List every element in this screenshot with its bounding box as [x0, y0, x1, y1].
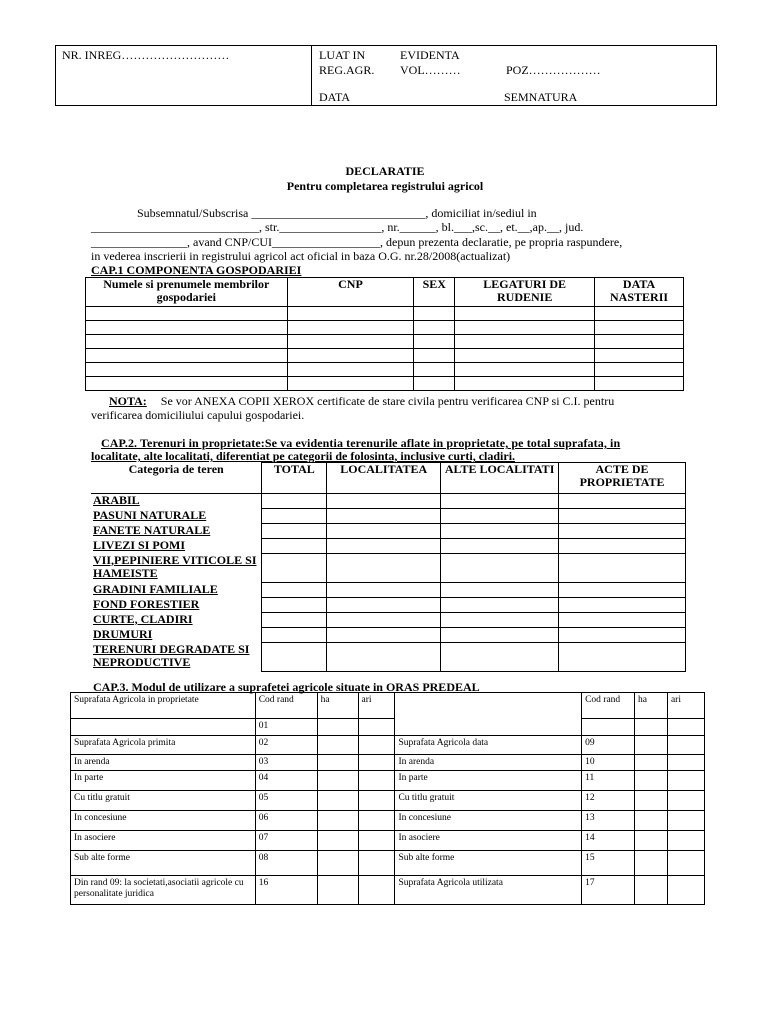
ha-cell[interactable]	[317, 831, 358, 851]
vol-field: VOL………	[400, 63, 461, 77]
ari-cell[interactable]	[667, 851, 704, 876]
agricultural-usage-table	[70, 692, 705, 905]
rudenie-cell[interactable]	[455, 321, 595, 335]
ari-header-left: ari	[358, 693, 395, 719]
acte-cell[interactable]	[559, 583, 686, 598]
ari-cell[interactable]	[358, 771, 395, 791]
alte-localitati-cell[interactable]	[441, 643, 559, 672]
ari-cell[interactable]	[358, 831, 395, 851]
ari-cell[interactable]	[667, 771, 704, 791]
cap2-title-line-1: CAP.2. Terenuri in proprietate:Se va evidentia terenurile aflate in proprietate, pe total suprafata, in	[101, 436, 621, 450]
name-cell[interactable]	[86, 349, 288, 363]
total-cell[interactable]	[262, 554, 327, 583]
left-label: In asociere	[71, 831, 256, 851]
acte-cell[interactable]	[559, 524, 686, 539]
ha-cell[interactable]	[635, 851, 668, 876]
cnp-cell[interactable]	[287, 377, 414, 391]
right-label: In parte	[395, 771, 582, 791]
total-cell[interactable]	[262, 613, 327, 628]
ha-cell[interactable]	[635, 811, 668, 831]
ari-cell[interactable]	[667, 791, 704, 811]
ari-cell[interactable]	[358, 791, 395, 811]
nota-line-1	[91, 394, 614, 409]
alte-localitati-cell[interactable]	[441, 598, 559, 613]
table-row	[86, 321, 684, 335]
ha-cell[interactable]	[317, 811, 358, 831]
rudenie-cell[interactable]	[455, 363, 595, 377]
acte-cell[interactable]	[559, 643, 686, 672]
intro-line-1: Subsemnatul/Subscrisa _____________________________, domiciliat in/sediul in	[137, 206, 537, 220]
ha-cell[interactable]	[635, 831, 668, 851]
col-header-cnp: CNP	[287, 278, 414, 307]
localitatea-cell[interactable]	[327, 554, 441, 583]
right-code: 14	[582, 831, 635, 851]
ari-cell[interactable]	[358, 811, 395, 831]
ha-cell[interactable]	[317, 851, 358, 876]
total-cell[interactable]	[262, 643, 327, 672]
left-code: 03	[255, 755, 317, 771]
acte-cell[interactable]	[559, 628, 686, 643]
total-cell[interactable]	[262, 583, 327, 598]
table-row	[71, 736, 705, 755]
land-category-label: FOND FORESTIER	[91, 598, 262, 613]
sex-cell[interactable]	[414, 307, 455, 321]
acte-cell[interactable]	[559, 598, 686, 613]
name-cell[interactable]	[86, 363, 288, 377]
document-title: DECLARATIE	[345, 164, 425, 178]
cod-rand-header-left: Cod rand	[255, 693, 317, 719]
data-label: DATA	[319, 90, 351, 104]
left-label: In arenda	[71, 755, 256, 771]
table-row	[86, 363, 684, 377]
ari-cell[interactable]	[358, 851, 395, 876]
right-label: In asociere	[395, 831, 582, 851]
ha-cell[interactable]	[317, 719, 358, 736]
header-divider	[311, 46, 312, 105]
birthdate-cell[interactable]	[595, 377, 684, 391]
table-row	[86, 377, 684, 391]
land-category-label: LIVEZI SI POMI	[91, 539, 262, 554]
nota-text: Se vor ANEXA COPII XEROX certificate de stare civila pentru verificarea CNP si C.I. pentru	[160, 394, 615, 408]
sex-cell[interactable]	[414, 335, 455, 349]
localitatea-cell[interactable]	[327, 509, 441, 524]
document-subtitle: Pentru completarea registrului agricol	[286, 179, 484, 193]
table-row	[91, 643, 686, 672]
ari-header-right: ari	[667, 693, 704, 719]
total-cell[interactable]	[262, 628, 327, 643]
code-01: 01	[255, 719, 317, 736]
right-header-blank	[395, 693, 582, 736]
ari-cell[interactable]	[667, 736, 704, 755]
right-code: 11	[582, 771, 635, 791]
acte-cell[interactable]	[559, 509, 686, 524]
land-category-label: PASUNI NATURALE	[91, 509, 262, 524]
left-code: 06	[255, 811, 317, 831]
land-categories-table	[91, 462, 686, 672]
table-row	[91, 509, 686, 524]
left-label: In concesiune	[71, 811, 256, 831]
alte-localitati-cell[interactable]	[441, 524, 559, 539]
household-members-table	[85, 277, 684, 391]
blank-cell	[582, 719, 635, 736]
birthdate-cell[interactable]	[595, 335, 684, 349]
cod-rand-header-right: Cod rand	[582, 693, 635, 719]
land-category-label: FANETE NATURALE	[91, 524, 262, 539]
right-code: 10	[582, 755, 635, 771]
left-code: 05	[255, 791, 317, 811]
cap2-title-line-2: localitate, alte localitati, diferentiat pe categorii de folosinta, inclusive curti, cladiri.	[91, 449, 516, 463]
ari-cell[interactable]	[358, 719, 395, 736]
localitatea-cell[interactable]	[327, 583, 441, 598]
left-code: 08	[255, 851, 317, 876]
table-row	[91, 494, 686, 509]
table-row	[91, 613, 686, 628]
rudenie-cell[interactable]	[455, 307, 595, 321]
ari-cell[interactable]	[358, 876, 395, 905]
nota-line-2: verificarea domiciliului capului gospodariei.	[91, 408, 305, 422]
localitatea-cell[interactable]	[327, 643, 441, 672]
land-category-label: ARABIL	[91, 494, 262, 509]
luat-in-label: LUAT IN	[319, 48, 366, 62]
cnp-cell[interactable]	[287, 349, 414, 363]
localitatea-cell[interactable]	[327, 598, 441, 613]
localitatea-cell[interactable]	[327, 494, 441, 509]
nr-inreg-field: NR. INREG………………………	[62, 48, 230, 62]
ha-cell[interactable]	[635, 736, 668, 755]
ha-cell[interactable]	[317, 876, 358, 905]
localitatea-cell[interactable]	[327, 524, 441, 539]
left-label: Cu titlu gratuit	[71, 791, 256, 811]
ha-header-left: ha	[317, 693, 358, 719]
reg-agr-label: REG.AGR.	[319, 63, 375, 77]
right-code: 13	[582, 811, 635, 831]
rudenie-cell[interactable]	[455, 335, 595, 349]
table-row	[91, 598, 686, 613]
land-category-label: CURTE, CLADIRI	[91, 613, 262, 628]
col-header-localitatea: LOCALITATEA	[327, 463, 441, 494]
birthdate-cell[interactable]	[595, 321, 684, 335]
owned-area-blank	[71, 719, 256, 736]
col-header-total: TOTAL	[262, 463, 327, 494]
col-header-name: Numele si prenumele membrilor gospodariei	[86, 278, 288, 307]
ari-cell[interactable]	[667, 719, 704, 736]
table-row	[71, 771, 705, 791]
acte-cell[interactable]	[559, 539, 686, 554]
table-row	[91, 554, 686, 583]
left-code: 04	[255, 771, 317, 791]
birthdate-cell[interactable]	[595, 349, 684, 363]
cnp-cell[interactable]	[287, 321, 414, 335]
total-cell[interactable]	[262, 539, 327, 554]
total-cell[interactable]	[262, 524, 327, 539]
land-category-label: VII,PEPINIERE VITICOLE SI HAMEISTE	[91, 554, 262, 583]
cnp-cell[interactable]	[287, 335, 414, 349]
col-header-alte-localitati: ALTE LOCALITATI	[441, 463, 559, 494]
ari-cell[interactable]	[667, 831, 704, 851]
col-header-data-nasterii: DATA NASTERII	[595, 278, 684, 307]
table-row	[71, 831, 705, 851]
table-row	[91, 628, 686, 643]
ari-cell[interactable]	[667, 755, 704, 771]
left-code: 07	[255, 831, 317, 851]
acte-cell[interactable]	[559, 613, 686, 628]
acte-cell[interactable]	[559, 494, 686, 509]
cnp-cell[interactable]	[287, 363, 414, 377]
alte-localitati-cell[interactable]	[441, 509, 559, 524]
ari-cell[interactable]	[358, 755, 395, 771]
intro-line-4: in vederea inscrierii in registrului agricol act oficial in baza O.G. nr.28/2008(actualizat)	[91, 249, 511, 263]
alte-localitati-cell[interactable]	[441, 494, 559, 509]
right-label: Suprafata Agricola utilizata	[395, 876, 582, 905]
ha-header-right: ha	[635, 693, 668, 719]
right-code: 09	[582, 736, 635, 755]
ari-cell[interactable]	[667, 876, 704, 905]
col-header-acte: ACTE DE PROPRIETATE	[559, 463, 686, 494]
cap3-title: CAP.3. Modul de utilizare a suprafetei agricole situate in ORAS PREDEAL	[93, 680, 480, 694]
birthdate-cell[interactable]	[595, 363, 684, 377]
owned-area-header: Suprafata Agricola in proprietate	[71, 693, 256, 719]
cap1-title: CAP.1 COMPONENTA GOSPODARIEI	[91, 263, 302, 277]
left-label: Suprafata Agricola primita	[71, 736, 256, 755]
right-label: Suprafata Agricola data	[395, 736, 582, 755]
intro-line-2: ____________________________, str._________________, nr.______, bl.___,sc.__, et.__,ap.__, jud.	[91, 220, 584, 234]
alte-localitati-cell[interactable]	[441, 613, 559, 628]
table-row	[86, 307, 684, 321]
left-code: 16	[255, 876, 317, 905]
birthdate-cell[interactable]	[595, 307, 684, 321]
land-category-label: TERENURI DEGRADATE SI NEPRODUCTIVE	[91, 643, 262, 672]
name-cell[interactable]	[86, 335, 288, 349]
ha-cell[interactable]	[317, 755, 358, 771]
sex-cell[interactable]	[414, 377, 455, 391]
alte-localitati-cell[interactable]	[441, 583, 559, 598]
total-cell[interactable]	[262, 598, 327, 613]
localitatea-cell[interactable]	[327, 628, 441, 643]
ha-cell[interactable]	[635, 876, 668, 905]
cnp-cell[interactable]	[287, 307, 414, 321]
table-row	[71, 811, 705, 831]
sex-cell[interactable]	[414, 349, 455, 363]
right-code: 12	[582, 791, 635, 811]
right-code: 17	[582, 876, 635, 905]
ha-cell[interactable]	[317, 791, 358, 811]
right-code: 15	[582, 851, 635, 876]
land-category-label: DRUMURI	[91, 628, 262, 643]
sex-cell[interactable]	[414, 321, 455, 335]
col-header-categoria: Categoria de teren	[91, 463, 262, 494]
table-row	[71, 755, 705, 771]
table-row	[86, 349, 684, 363]
rudenie-cell[interactable]	[455, 349, 595, 363]
table-row	[91, 524, 686, 539]
sex-cell[interactable]	[414, 363, 455, 377]
table-row	[91, 539, 686, 554]
alte-localitati-cell[interactable]	[441, 628, 559, 643]
name-cell[interactable]	[86, 377, 288, 391]
ari-cell[interactable]	[358, 736, 395, 755]
ari-cell[interactable]	[667, 811, 704, 831]
ha-cell[interactable]	[317, 736, 358, 755]
right-label: Sub alte forme	[395, 851, 582, 876]
table-row	[91, 583, 686, 598]
ha-cell[interactable]	[635, 755, 668, 771]
evidenta-label: EVIDENTA	[400, 48, 460, 62]
table-row	[71, 876, 705, 905]
table-row	[71, 851, 705, 876]
poz-field: POZ………………	[506, 63, 601, 77]
ha-cell[interactable]	[635, 771, 668, 791]
left-label: Sub alte forme	[71, 851, 256, 876]
localitatea-cell[interactable]	[327, 613, 441, 628]
registration-header-box	[55, 45, 717, 106]
name-cell[interactable]	[86, 307, 288, 321]
right-label: In concesiune	[395, 811, 582, 831]
col-header-sex: SEX	[414, 278, 455, 307]
right-label: In arenda	[395, 755, 582, 771]
left-label: In parte	[71, 771, 256, 791]
table-row	[86, 335, 684, 349]
rudenie-cell[interactable]	[455, 377, 595, 391]
total-cell[interactable]	[262, 509, 327, 524]
alte-localitati-cell[interactable]	[441, 539, 559, 554]
localitatea-cell[interactable]	[327, 539, 441, 554]
alte-localitati-cell[interactable]	[441, 554, 559, 583]
acte-cell[interactable]	[559, 554, 686, 583]
col-header-rudenie: LEGATURI DE RUDENIE	[455, 278, 595, 307]
land-category-label: GRADINI FAMILIALE	[91, 583, 262, 598]
left-label: Din rand 09: la societati,asociatii agricole cu personalitate juridica	[71, 876, 256, 905]
left-code: 02	[255, 736, 317, 755]
ha-cell[interactable]	[317, 771, 358, 791]
total-cell[interactable]	[262, 494, 327, 509]
ha-cell[interactable]	[635, 719, 668, 736]
ha-cell[interactable]	[635, 791, 668, 811]
right-label: Cu titlu gratuit	[395, 791, 582, 811]
table-row	[71, 791, 705, 811]
intro-line-3: ________________, avand CNP/CUI__________________, depun prezenta declaratie, pe propria raspundere,	[91, 235, 623, 249]
semnatura-label: SEMNATURA	[504, 90, 578, 104]
name-cell[interactable]	[86, 321, 288, 335]
nota-label: NOTA:	[109, 394, 147, 408]
